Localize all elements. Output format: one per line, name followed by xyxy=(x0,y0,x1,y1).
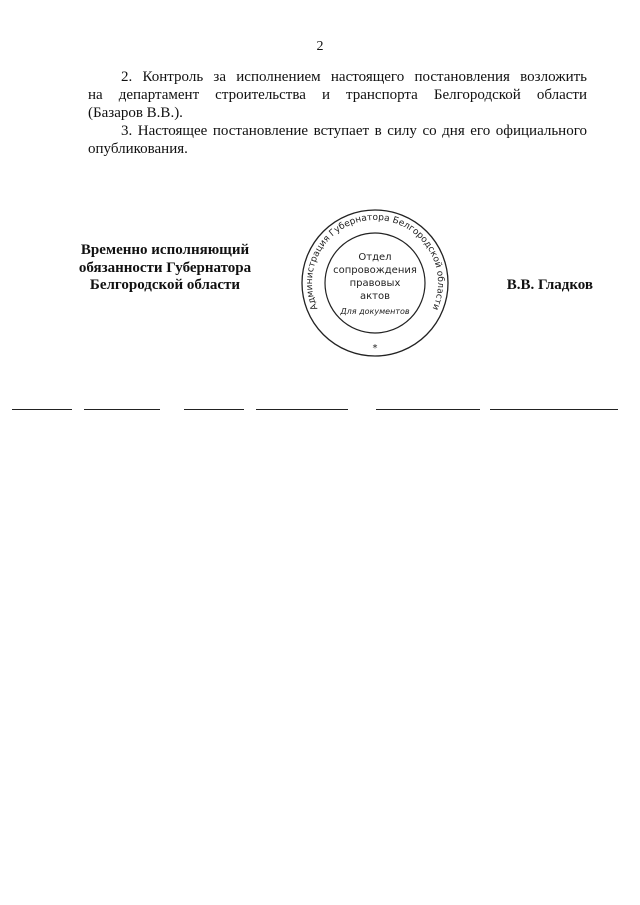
stamp-inner-line: правовых xyxy=(349,278,401,289)
separator-line xyxy=(490,409,618,410)
signature-position-line-1: Временно исполняющий xyxy=(80,242,250,258)
signature-position-line-2: обязанности Губернатора xyxy=(78,260,252,276)
signatory-name: В.В. Гладков xyxy=(506,277,593,293)
separator-line xyxy=(12,409,72,410)
stamp-inner-line: актов xyxy=(359,291,391,302)
separator-line xyxy=(184,409,244,410)
page-number: 2 xyxy=(316,39,324,54)
stamp-bottom-text: Для документов xyxy=(340,307,410,316)
separator-line xyxy=(256,409,348,410)
paragraph-2-line-3: (Базаров В.В.). xyxy=(88,105,183,121)
stamp-inner-line: Отдел xyxy=(358,252,392,263)
official-stamp xyxy=(300,208,450,358)
stamp-inner-line: сопровождения xyxy=(333,265,417,276)
separator-line xyxy=(84,409,160,410)
paragraph-3-line-1: 3. Настоящее постановление вступает в силу со дня его официального xyxy=(121,123,587,139)
signature-position-line-3: Белгородской области xyxy=(89,277,241,293)
stamp-ring-text: Администрация Губернатора Белгородской области xyxy=(304,212,446,312)
separator-line xyxy=(376,409,480,410)
paragraph-2-line-1: 2. Контроль за исполнением настоящего постановления возложить xyxy=(121,69,587,85)
paragraph-2-line-2: на департамент строительства и транспорта Белгородской области xyxy=(88,87,587,103)
stamp-star: * xyxy=(372,343,378,354)
paragraph-3-line-2: опубликования. xyxy=(88,141,188,157)
